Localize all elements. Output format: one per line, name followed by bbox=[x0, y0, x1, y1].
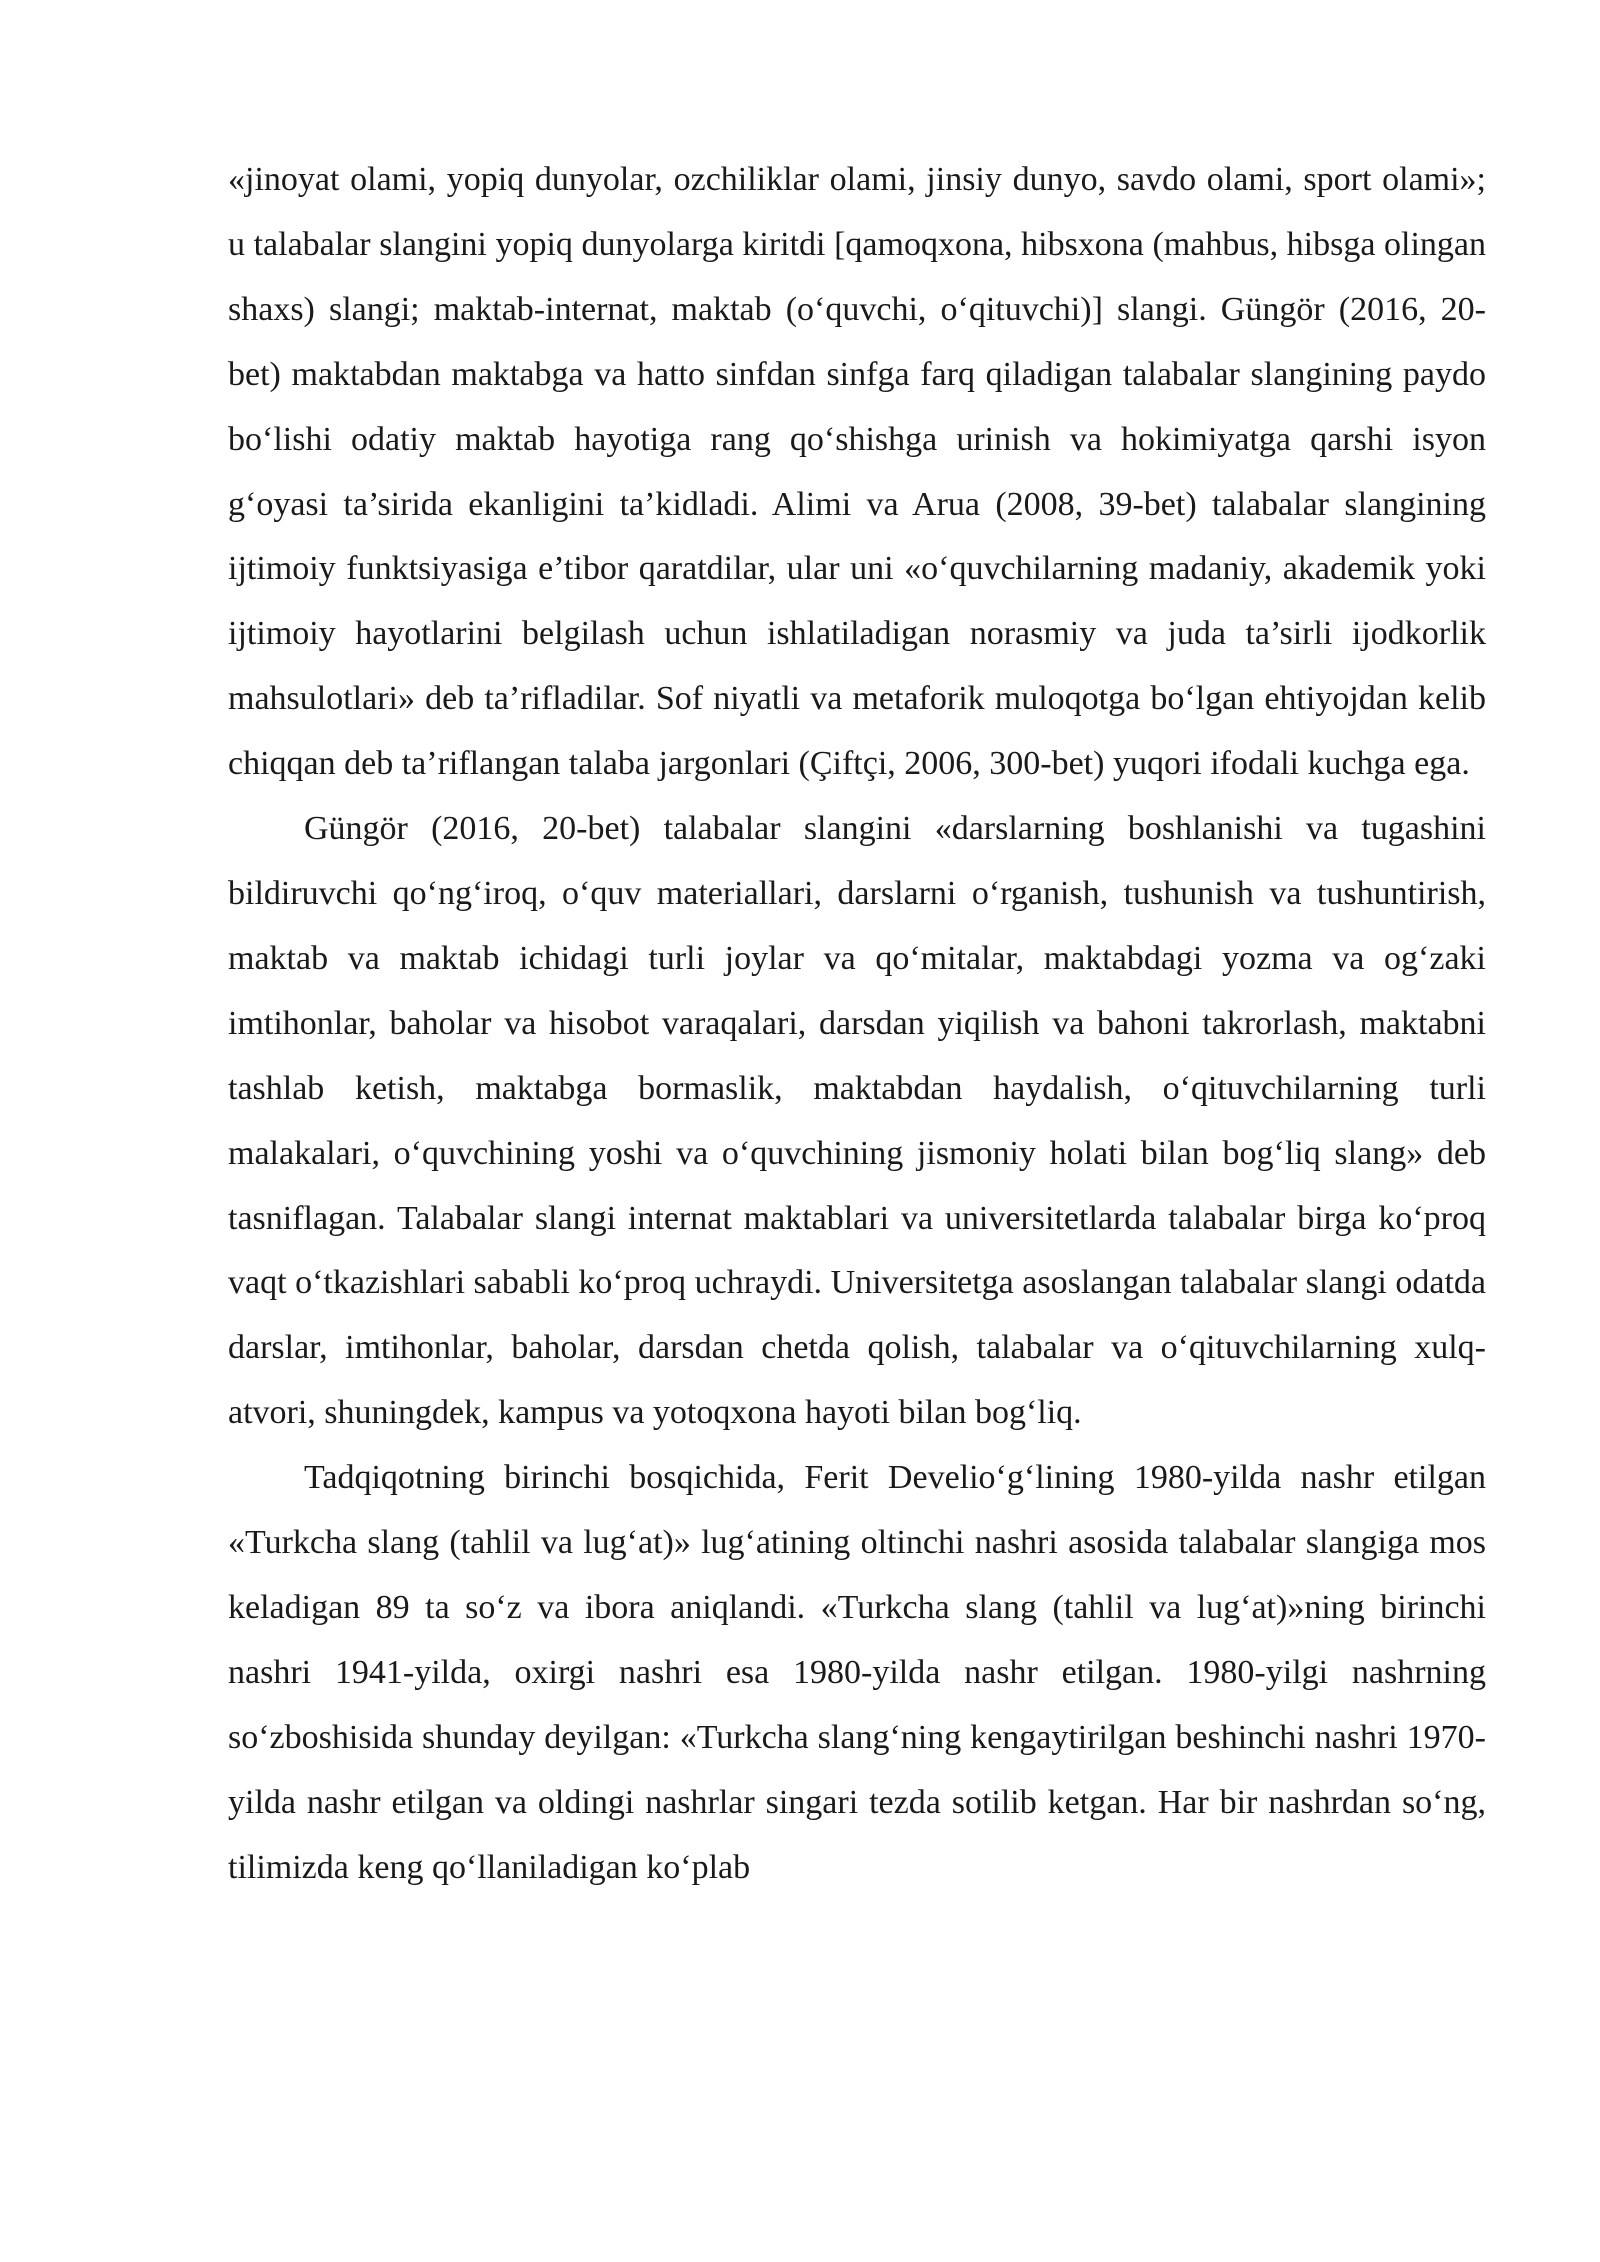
paragraph-1: «jinoyat olami, yopiq dunyolar, ozchiliklar olami, jinsiy dunyo, savdo olami, sport olami»; u talabalar slangini yopiq dunyolarga kiritdi [qamoqxona, hibsxona (mahbus, hibsga olingan shaxs) slangi; maktab-internat, maktab (o‘quvchi, o‘qituvchi)] slangi. Güngör (2016, 20-bet) maktabdan maktabga va hatto sinfdan sinfga farq qiladigan talabalar slangining paydo bo‘lishi odatiy maktab hayotiga rang qo‘shishga urinish va hokimiyatga qarshi isyon g‘oyasi ta’sirida ekanligini ta’kidladi. Alimi va Arua (2008, 39-bet) talabalar slangining ijtimoiy funktsiyasiga e’tibor qaratdilar, ular uni «o‘quvchilarning madaniy, akademik yoki ijtimoiy hayotlarini belgilash uchun ishlatiladigan norasmiy va juda ta’sirli ijodkorlik mahsulotlari» deb ta’rifladilar. Sof niyatli va metaforik muloqotga bo‘lgan ehtiyojdan kelib chiqqan deb ta’riflangan talaba jargonlari (Çiftçi, 2006, 300-bet) yuqori ifodali kuchga ega. bbox=[228, 161, 1486, 783]
paragraph-3: Tadqiqotning birinchi bosqichida, Ferit Develio‘g‘lining 1980-yilda nashr etilgan «Turkcha slang (tahlil va lug‘at)» lug‘atining oltinchi nashri asosida talabalar slangiga mos keladigan 89 ta so‘z va ibora aniqlandi. «Turkcha slang (tahlil va lug‘at)»ning birinchi nashri 1941-yilda, oxirgi nashri esa 1980-yilda nashr etilgan. 1980-yilgi nashrning so‘zboshisida shunday deyilgan: «Turkcha slang‘ning kengaytirilgan beshinchi nashri 1970-yilda nashr etilgan va oldingi nashrlar singari tezda sotilib ketgan. Har bir nashrdan so‘ng, tilimizda keng qo‘llaniladigan ko‘plab bbox=[228, 1459, 1486, 1886]
paragraph-2: Güngör (2016, 20-bet) talabalar slangini «darslarning boshlanishi va tugashini bildiruvchi qo‘ng‘iroq, o‘quv materiallari, darslarni o‘rganish, tushunish va tushuntirish, maktab va maktab ichidagi turli joylar va qo‘mitalar, maktabdagi yozma va og‘zaki imtihonlar, baholar va hisobot varaqalari, darsdan yiqilish va bahoni takrorlash, maktabni tashlab ketish, maktabga bormaslik, maktabdan haydalish, o‘qituvchilarning turli malakalari, o‘quvchining yoshi va o‘quvchining jismoniy holati bilan bog‘liq slang» deb tasniflagan. Talabalar slangi internat maktablari va universitetlarda talabalar birga ko‘proq vaqt o‘tkazishlari sababli ko‘proq uchraydi. Universitetga asoslangan talabalar slangi odatda darslar, imtihonlar, baholar, darsdan chetda qolish, talabalar va o‘qituvchilarning xulq-atvori, shuningdek, kampus va yotoqxona hayoti bilan bog‘liq. bbox=[228, 810, 1486, 1432]
document-page bbox=[228, 148, 1486, 1900]
